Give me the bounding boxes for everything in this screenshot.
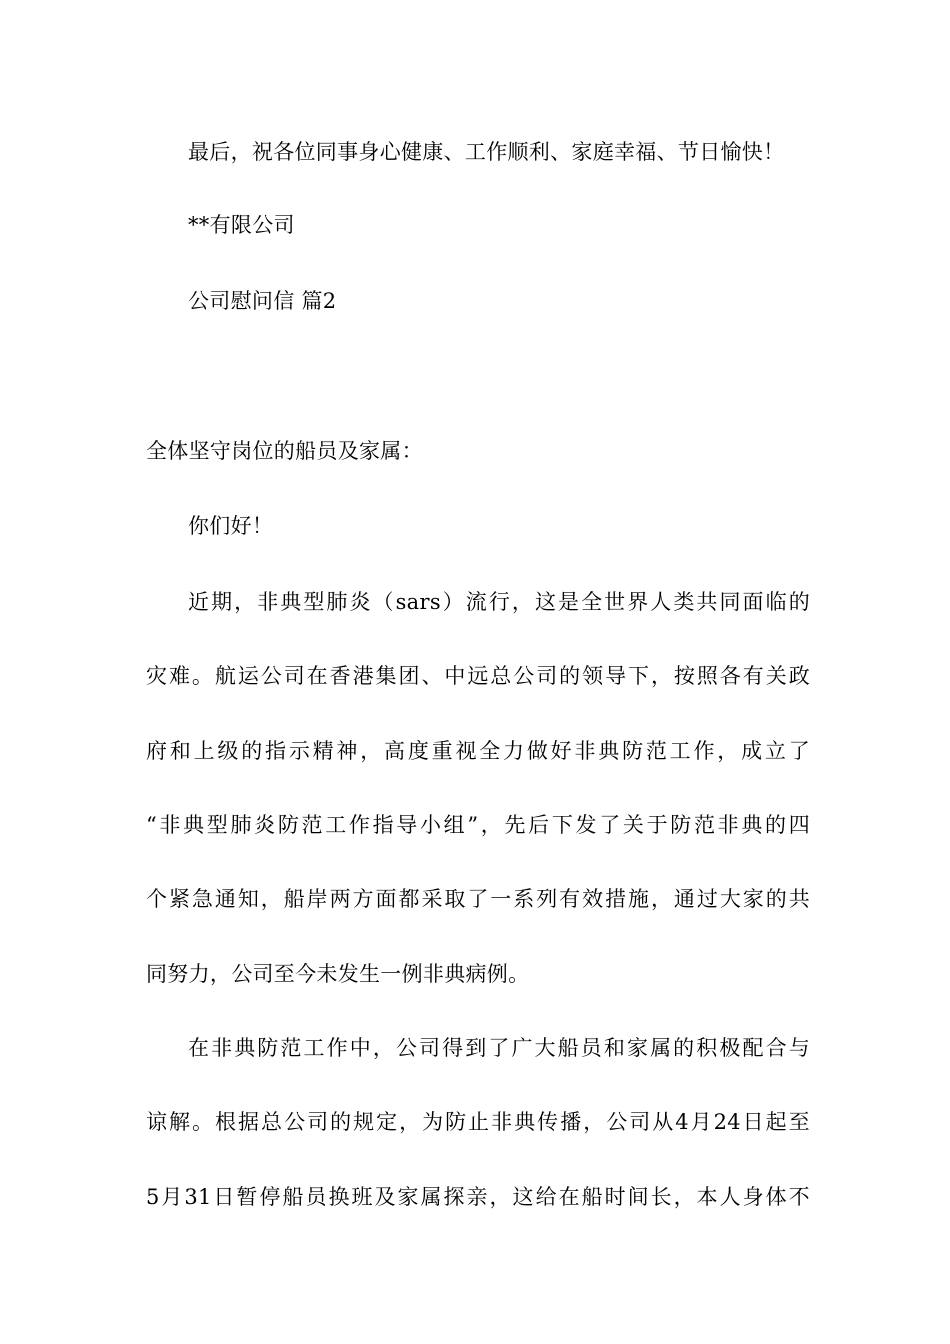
paragraph1-line: 个紧急通知，船岸两方面都采取了一系列有效措施，通过大家的共 (146, 887, 810, 911)
salutation: 全体坚守岗位的船员及家属： (146, 439, 423, 463)
paragraph1-line: 府和上级的指示精神，高度重视全力做好非典防范工作，成立了 (146, 739, 810, 763)
paragraph2-line: 在非典防范工作中，公司得到了广大船员和家属的积极配合与 (188, 1036, 810, 1060)
company-signature: **有限公司 (188, 213, 295, 237)
paragraph2-line: 5月31日暂停船员换班及家属探亲，这给在船时间长，本人身体不 (146, 1185, 810, 1209)
closing-wish: 最后，祝各位同事身心健康、工作顺利、家庭幸福、节日愉快！ (188, 140, 785, 164)
paragraph1-line: 近期，非典型肺炎（sars）流行，这是全世界人类共同面临的 (188, 590, 810, 614)
greeting: 你们好！ (188, 514, 274, 538)
section-title: 公司慰问信 篇2 (188, 289, 337, 313)
paragraph2-line: 谅解。根据总公司的规定，为防止非典传播，公司从4月24日起至 (146, 1110, 810, 1134)
paragraph1-line: “非典型肺炎防范工作指导小组”，先后下发了关于防范非典的四 (146, 813, 810, 837)
paragraph1-line: 灾难。航运公司在香港集团、中远总公司的领导下，按照各有关政 (146, 664, 810, 688)
paragraph1-line: 同努力，公司至今未发生一例非典病例。 (146, 962, 530, 986)
